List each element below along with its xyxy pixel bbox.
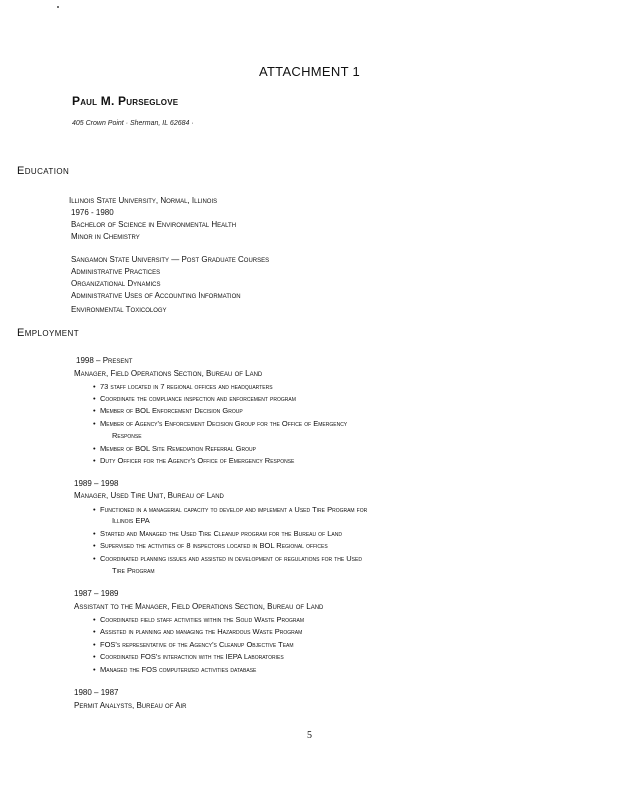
job-bullet: • Duty Officer for the Agency's Office of Emergency Response [100, 456, 294, 466]
employment-heading: Employment [17, 327, 80, 339]
education-line: Sangamon State University — Post Graduate Courses [71, 255, 270, 264]
job-bullet: • Coordinated FOS's interaction with the IEPA Laboratories [100, 652, 284, 662]
job-bullet: • Started and Managed the Used Tire Cleanup program for the Bureau of Land [100, 529, 342, 539]
job-bullet: • Functioned in a managerial capacity to develop and implement a Used Tire Program for [100, 505, 367, 515]
education-heading: Education [17, 165, 70, 177]
education-line: Bachelor of Science in Environmental Health [71, 220, 237, 229]
job-bullet: • Supervised the activities of 8 inspectors located in BOL Regional offices [100, 541, 328, 551]
job-bullet: • Managed the FOS computerized activities database [100, 665, 256, 675]
job-bullet: • Coordinated planning issues and assisted in development of regulations for the Used [100, 554, 362, 564]
job-bullet: • 73 staff located in 7 regional offices and headquarters [100, 382, 273, 392]
education-line: 1976 - 1980 [71, 208, 114, 217]
education-line: Environmental Toxicology [71, 305, 167, 314]
job-bullet-continuation: Response [112, 431, 142, 440]
job-bullet: • Member of BOL Enforcement Decision Group [100, 406, 243, 416]
job-title: Assistant to the Manager, Field Operations Section, Bureau of Land [74, 602, 324, 611]
education-line: Administrative Practices [71, 267, 161, 276]
education-line: Illinois State University, Normal, Illinois [69, 196, 218, 205]
attachment-title: ATTACHMENT 1 [258, 64, 361, 79]
resume-name: Paul M. Purseglove [72, 94, 179, 108]
scan-speck [57, 6, 59, 8]
job-title: Manager, Used Tire Unit, Bureau of Land [74, 491, 224, 500]
job-dates: 1987 – 1989 [74, 589, 119, 598]
job-bullet: • Assisted in planning and managing the Hazardous Waste Program [100, 627, 302, 637]
job-dates: 1980 – 1987 [74, 688, 119, 697]
education-line: Minor in Chemistry [71, 232, 140, 241]
job-bullet: • FOS's representative of the Agency's Cleanup Objective Team [100, 640, 294, 650]
job-dates: 1998 – Present [76, 356, 133, 365]
job-title: Manager, Field Operations Section, Bureau of Land [74, 369, 263, 378]
job-dates: 1989 – 1998 [74, 479, 119, 488]
job-bullet-continuation: Illinois EPA [112, 516, 150, 525]
job-bullet: • Member of Agency's Enforcement Decision Group for the Office of Emergency [100, 419, 347, 429]
job-bullet-continuation: Tire Program [112, 566, 155, 575]
job-bullet: • Member of BOL Site Remediation Referral Group [100, 444, 256, 454]
page-number: 5 [307, 730, 312, 741]
job-bullet: • Coordinated field staff activities within the Solid Waste Program [100, 615, 304, 625]
job-title: Permit Analysts, Bureau of Air [74, 701, 187, 710]
education-line: Administrative Uses of Accounting Information [71, 291, 241, 300]
education-line: Organizational Dynamics [71, 279, 161, 288]
resume-address: 405 Crown Point · Sherman, IL 62684 · [72, 120, 194, 127]
job-bullet: • Coordinate the compliance inspection and enforcement program [100, 394, 296, 404]
